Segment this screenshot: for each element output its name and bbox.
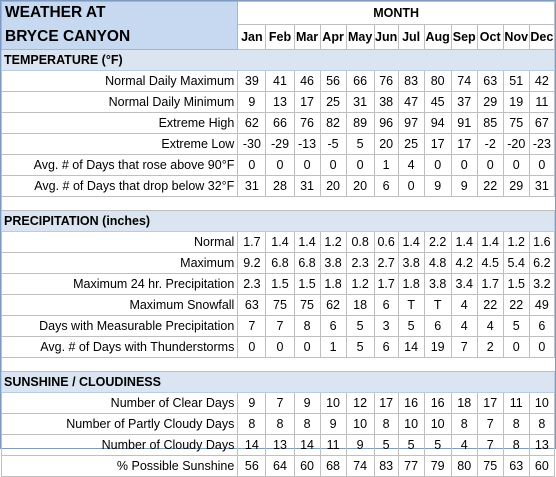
value-cell: 1.8 <box>320 274 346 295</box>
spacer-cell <box>451 197 477 211</box>
title-line-2: BRYCE CANYON <box>2 25 238 50</box>
value-cell: T <box>398 295 424 316</box>
value-cell: 1.5 <box>294 274 320 295</box>
table-row <box>2 134 555 155</box>
value-cell: -13 <box>294 134 320 155</box>
value-cell: 0 <box>451 155 477 176</box>
spacer-cell <box>346 197 374 211</box>
spacer-cell <box>424 358 451 372</box>
value-cell: 66 <box>266 113 294 134</box>
value-cell: 4 <box>451 316 477 337</box>
month-dec: Dec <box>529 25 554 50</box>
value-cell: 80 <box>424 71 451 92</box>
value-cell: 2.7 <box>374 253 398 274</box>
value-cell: 18 <box>451 393 477 414</box>
row-label: % Possible Sunshine <box>2 456 238 477</box>
value-cell: T <box>424 295 451 316</box>
value-cell: 1.5 <box>266 274 294 295</box>
month-jul: Jul <box>398 25 424 50</box>
row-label: Maximum Snowfall <box>2 295 238 316</box>
table-row <box>2 71 555 92</box>
value-cell: 1.4 <box>477 232 503 253</box>
spacer-cell <box>503 358 529 372</box>
value-cell: 1.7 <box>374 274 398 295</box>
value-cell: 38 <box>374 92 398 113</box>
value-cell: 97 <box>398 113 424 134</box>
value-cell: 31 <box>238 176 266 197</box>
value-cell: 51 <box>503 71 529 92</box>
value-cell: 8 <box>451 414 477 435</box>
value-cell: 7 <box>477 435 503 456</box>
spacer-cell <box>266 197 294 211</box>
value-cell: 17 <box>424 134 451 155</box>
value-cell: 68 <box>320 456 346 477</box>
value-cell: 17 <box>477 393 503 414</box>
value-cell: 0 <box>266 337 294 358</box>
value-cell: 75 <box>503 113 529 134</box>
value-cell: 1.8 <box>398 274 424 295</box>
month-sep: Sep <box>451 25 477 50</box>
table-row <box>2 92 555 113</box>
value-cell: 31 <box>294 176 320 197</box>
spacer-cell <box>398 358 424 372</box>
value-cell: 29 <box>503 176 529 197</box>
value-cell: 9 <box>424 176 451 197</box>
value-cell: 2.2 <box>424 232 451 253</box>
table-row <box>2 253 555 274</box>
value-cell: 14 <box>398 337 424 358</box>
row-label: Extreme High <box>2 113 238 134</box>
spacer-cell <box>266 358 294 372</box>
value-cell: 9 <box>451 176 477 197</box>
value-cell: 4 <box>451 295 477 316</box>
row-label: Avg. # of Days that rose above 90°F <box>2 155 238 176</box>
value-cell: 83 <box>374 456 398 477</box>
value-cell: 75 <box>294 295 320 316</box>
row-label: Days with Measurable Precipitation <box>2 316 238 337</box>
spacer-cell <box>238 358 266 372</box>
row-label: Number of Partly Cloudy Days <box>2 414 238 435</box>
value-cell: 6 <box>374 176 398 197</box>
value-cell: 37 <box>451 92 477 113</box>
spacer-cell <box>477 197 503 211</box>
value-cell: 6 <box>529 316 554 337</box>
value-cell: 79 <box>424 456 451 477</box>
value-cell: 0 <box>294 337 320 358</box>
value-cell: 8 <box>294 316 320 337</box>
value-cell: 47 <box>398 92 424 113</box>
value-cell: 1.4 <box>451 232 477 253</box>
spacer-cell <box>503 197 529 211</box>
value-cell: 6.8 <box>294 253 320 274</box>
value-cell: 96 <box>374 113 398 134</box>
value-cell: 63 <box>238 295 266 316</box>
value-cell: 63 <box>503 456 529 477</box>
table-row <box>2 393 555 414</box>
spacer-cell <box>374 197 398 211</box>
month-nov: Nov <box>503 25 529 50</box>
value-cell: 80 <box>451 456 477 477</box>
section-spacer <box>2 197 555 211</box>
value-cell: 6.8 <box>266 253 294 274</box>
value-cell: 5.4 <box>503 253 529 274</box>
value-cell: 60 <box>294 456 320 477</box>
value-cell: 31 <box>346 92 374 113</box>
row-label: Maximum 24 hr. Precipitation <box>2 274 238 295</box>
value-cell: 62 <box>320 295 346 316</box>
value-cell: 6 <box>424 316 451 337</box>
spacer-cell <box>477 358 503 372</box>
value-cell: 22 <box>477 176 503 197</box>
row-label: Avg. # of Days that drop below 32°F <box>2 176 238 197</box>
value-cell: 10 <box>529 393 554 414</box>
value-cell: 0 <box>398 176 424 197</box>
value-cell: 0 <box>529 337 554 358</box>
table-row <box>2 435 555 456</box>
value-cell: 3.8 <box>320 253 346 274</box>
value-cell: 0.8 <box>346 232 374 253</box>
value-cell: 10 <box>398 414 424 435</box>
value-cell: 28 <box>266 176 294 197</box>
value-cell: 10 <box>424 414 451 435</box>
value-cell: 8 <box>529 414 554 435</box>
value-cell: 18 <box>346 295 374 316</box>
month-may: May <box>346 25 374 50</box>
value-cell: 7 <box>266 393 294 414</box>
section-title: PRECIPITATION (inches) <box>2 211 555 232</box>
value-cell: 63 <box>477 71 503 92</box>
value-cell: 9 <box>238 92 266 113</box>
spacer-cell <box>398 197 424 211</box>
value-cell: 17 <box>294 92 320 113</box>
value-cell: 1.5 <box>503 274 529 295</box>
table-row <box>2 316 555 337</box>
value-cell: 3.2 <box>529 274 554 295</box>
value-cell: 2 <box>477 337 503 358</box>
value-cell: 5 <box>503 316 529 337</box>
value-cell: 91 <box>451 113 477 134</box>
spacer-cell <box>294 358 320 372</box>
value-cell: 83 <box>398 71 424 92</box>
value-cell: 0 <box>294 155 320 176</box>
value-cell: 1.4 <box>294 232 320 253</box>
value-cell: 11 <box>320 435 346 456</box>
value-cell: 29 <box>477 92 503 113</box>
value-cell: 4.8 <box>424 253 451 274</box>
value-cell: 10 <box>346 414 374 435</box>
value-cell: 22 <box>477 295 503 316</box>
month-apr: Apr <box>320 25 346 50</box>
value-cell: 0 <box>503 337 529 358</box>
value-cell: 20 <box>374 134 398 155</box>
value-cell: 3.8 <box>398 253 424 274</box>
value-cell: 7 <box>266 316 294 337</box>
value-cell: 5 <box>346 337 374 358</box>
value-cell: 0 <box>424 155 451 176</box>
section-spacer <box>2 358 555 372</box>
month-jun: Jun <box>374 25 398 50</box>
value-cell: 3.8 <box>424 274 451 295</box>
value-cell: 41 <box>266 71 294 92</box>
value-cell: 4.5 <box>477 253 503 274</box>
value-cell: 4 <box>451 435 477 456</box>
row-label: Normal <box>2 232 238 253</box>
row-label: Normal Daily Maximum <box>2 71 238 92</box>
value-cell: 9.2 <box>238 253 266 274</box>
value-cell: 67 <box>529 113 554 134</box>
value-cell: -23 <box>529 134 554 155</box>
value-cell: -5 <box>320 134 346 155</box>
value-cell: 66 <box>346 71 374 92</box>
value-cell: 42 <box>529 71 554 92</box>
value-cell: 1.4 <box>398 232 424 253</box>
value-cell: 7 <box>238 316 266 337</box>
value-cell: 0 <box>238 155 266 176</box>
value-cell: 4 <box>477 316 503 337</box>
spacer-cell <box>320 197 346 211</box>
spacer-cell <box>424 197 451 211</box>
value-cell: 56 <box>238 456 266 477</box>
spacer-cell <box>320 358 346 372</box>
value-cell: 77 <box>398 456 424 477</box>
value-cell: -20 <box>503 134 529 155</box>
spacer-cell <box>529 197 554 211</box>
spacer-cell <box>346 358 374 372</box>
value-cell: 14 <box>238 435 266 456</box>
table-row <box>2 176 555 197</box>
value-cell: 22 <box>503 295 529 316</box>
value-cell: 0 <box>529 155 554 176</box>
value-cell: 2.3 <box>238 274 266 295</box>
value-cell: 20 <box>320 176 346 197</box>
value-cell: 10 <box>320 393 346 414</box>
value-cell: 1.2 <box>346 274 374 295</box>
value-cell: 89 <box>346 113 374 134</box>
value-cell: 1.4 <box>266 232 294 253</box>
value-cell: 14 <box>294 435 320 456</box>
section-header <box>2 211 555 232</box>
value-cell: 0 <box>320 155 346 176</box>
table-row <box>2 232 555 253</box>
weather-table <box>1 1 555 477</box>
value-cell: 56 <box>320 71 346 92</box>
value-cell: 9 <box>346 435 374 456</box>
value-cell: 5 <box>424 435 451 456</box>
value-cell: 6 <box>320 316 346 337</box>
value-cell: 31 <box>529 176 554 197</box>
table-row <box>2 456 555 477</box>
value-cell: 6.2 <box>529 253 554 274</box>
value-cell: 82 <box>320 113 346 134</box>
value-cell: 8 <box>503 435 529 456</box>
value-cell: 9 <box>320 414 346 435</box>
value-cell: 0 <box>238 337 266 358</box>
value-cell: 8 <box>294 414 320 435</box>
spacer-cell <box>374 358 398 372</box>
value-cell: 45 <box>424 92 451 113</box>
value-cell: 39 <box>238 71 266 92</box>
value-cell: 4 <box>398 155 424 176</box>
value-cell: 49 <box>529 295 554 316</box>
value-cell: 5 <box>346 316 374 337</box>
value-cell: 76 <box>374 71 398 92</box>
value-cell: 85 <box>477 113 503 134</box>
value-cell: 64 <box>266 456 294 477</box>
value-cell: -29 <box>266 134 294 155</box>
value-cell: 5 <box>398 435 424 456</box>
title-line-1: WEATHER AT <box>2 2 238 25</box>
value-cell: 0 <box>477 155 503 176</box>
value-cell: 6 <box>374 295 398 316</box>
table-row <box>2 274 555 295</box>
value-cell: 3.4 <box>451 274 477 295</box>
value-cell: 75 <box>266 295 294 316</box>
value-cell: 8 <box>266 414 294 435</box>
value-cell: 5 <box>374 435 398 456</box>
spacer-cell <box>529 358 554 372</box>
value-cell: 9 <box>238 393 266 414</box>
table-row <box>2 113 555 134</box>
value-cell: 25 <box>320 92 346 113</box>
section-title: TEMPERATURE (°F) <box>2 50 555 71</box>
table-row <box>2 414 555 435</box>
section-header <box>2 372 555 393</box>
value-cell: 19 <box>424 337 451 358</box>
value-cell: 19 <box>503 92 529 113</box>
spacer-cell <box>238 197 266 211</box>
row-label: Maximum <box>2 253 238 274</box>
value-cell: 17 <box>374 393 398 414</box>
value-cell: 74 <box>451 71 477 92</box>
month-mar: Mar <box>294 25 320 50</box>
row-label: Number of Clear Days <box>2 393 238 414</box>
value-cell: 1.2 <box>503 232 529 253</box>
value-cell: -30 <box>238 134 266 155</box>
value-cell: -2 <box>477 134 503 155</box>
value-cell: 1.7 <box>477 274 503 295</box>
value-cell: 9 <box>294 393 320 414</box>
value-cell: 0 <box>503 155 529 176</box>
value-cell: 17 <box>451 134 477 155</box>
value-cell: 5 <box>398 316 424 337</box>
value-cell: 2.3 <box>346 253 374 274</box>
spacer-cell <box>294 197 320 211</box>
value-cell: 16 <box>424 393 451 414</box>
section-header <box>2 50 555 71</box>
value-cell: 13 <box>266 92 294 113</box>
header-row-1 <box>2 2 555 25</box>
value-cell: 11 <box>529 92 554 113</box>
value-cell: 46 <box>294 71 320 92</box>
value-cell: 1.7 <box>238 232 266 253</box>
value-cell: 75 <box>477 456 503 477</box>
value-cell: 7 <box>451 337 477 358</box>
table-row <box>2 337 555 358</box>
value-cell: 16 <box>398 393 424 414</box>
value-cell: 3 <box>374 316 398 337</box>
table-row <box>2 295 555 316</box>
value-cell: 8 <box>374 414 398 435</box>
value-cell: 6 <box>374 337 398 358</box>
value-cell: 0 <box>266 155 294 176</box>
value-cell: 62 <box>238 113 266 134</box>
value-cell: 5 <box>346 134 374 155</box>
section-title: SUNSHINE / CLOUDINESS <box>2 372 555 393</box>
row-label: Number of Cloudy Days <box>2 435 238 456</box>
value-cell: 11 <box>503 393 529 414</box>
header-row-2 <box>2 25 555 50</box>
table-row <box>2 155 555 176</box>
value-cell: 94 <box>424 113 451 134</box>
month-header: MONTH <box>238 2 555 25</box>
row-label: Avg. # of Days with Thunderstorms <box>2 337 238 358</box>
value-cell: 12 <box>346 393 374 414</box>
month-oct: Oct <box>477 25 503 50</box>
value-cell: 13 <box>266 435 294 456</box>
value-cell: 4.2 <box>451 253 477 274</box>
value-cell: 20 <box>346 176 374 197</box>
month-jan: Jan <box>238 25 266 50</box>
value-cell: 1 <box>374 155 398 176</box>
value-cell: 0 <box>346 155 374 176</box>
value-cell: 8 <box>238 414 266 435</box>
spacer-cell <box>2 197 238 211</box>
value-cell: 74 <box>346 456 374 477</box>
month-feb: Feb <box>266 25 294 50</box>
value-cell: 1.2 <box>320 232 346 253</box>
value-cell: 25 <box>398 134 424 155</box>
value-cell: 76 <box>294 113 320 134</box>
value-cell: 1.6 <box>529 232 554 253</box>
row-label: Extreme Low <box>2 134 238 155</box>
value-cell: 0.6 <box>374 232 398 253</box>
value-cell: 1 <box>320 337 346 358</box>
spacer-cell <box>2 358 238 372</box>
value-cell: 13 <box>529 435 554 456</box>
spacer-cell <box>451 358 477 372</box>
row-label: Normal Daily Minimum <box>2 92 238 113</box>
value-cell: 8 <box>503 414 529 435</box>
month-aug: Aug <box>424 25 451 50</box>
value-cell: 60 <box>529 456 554 477</box>
value-cell: 7 <box>477 414 503 435</box>
